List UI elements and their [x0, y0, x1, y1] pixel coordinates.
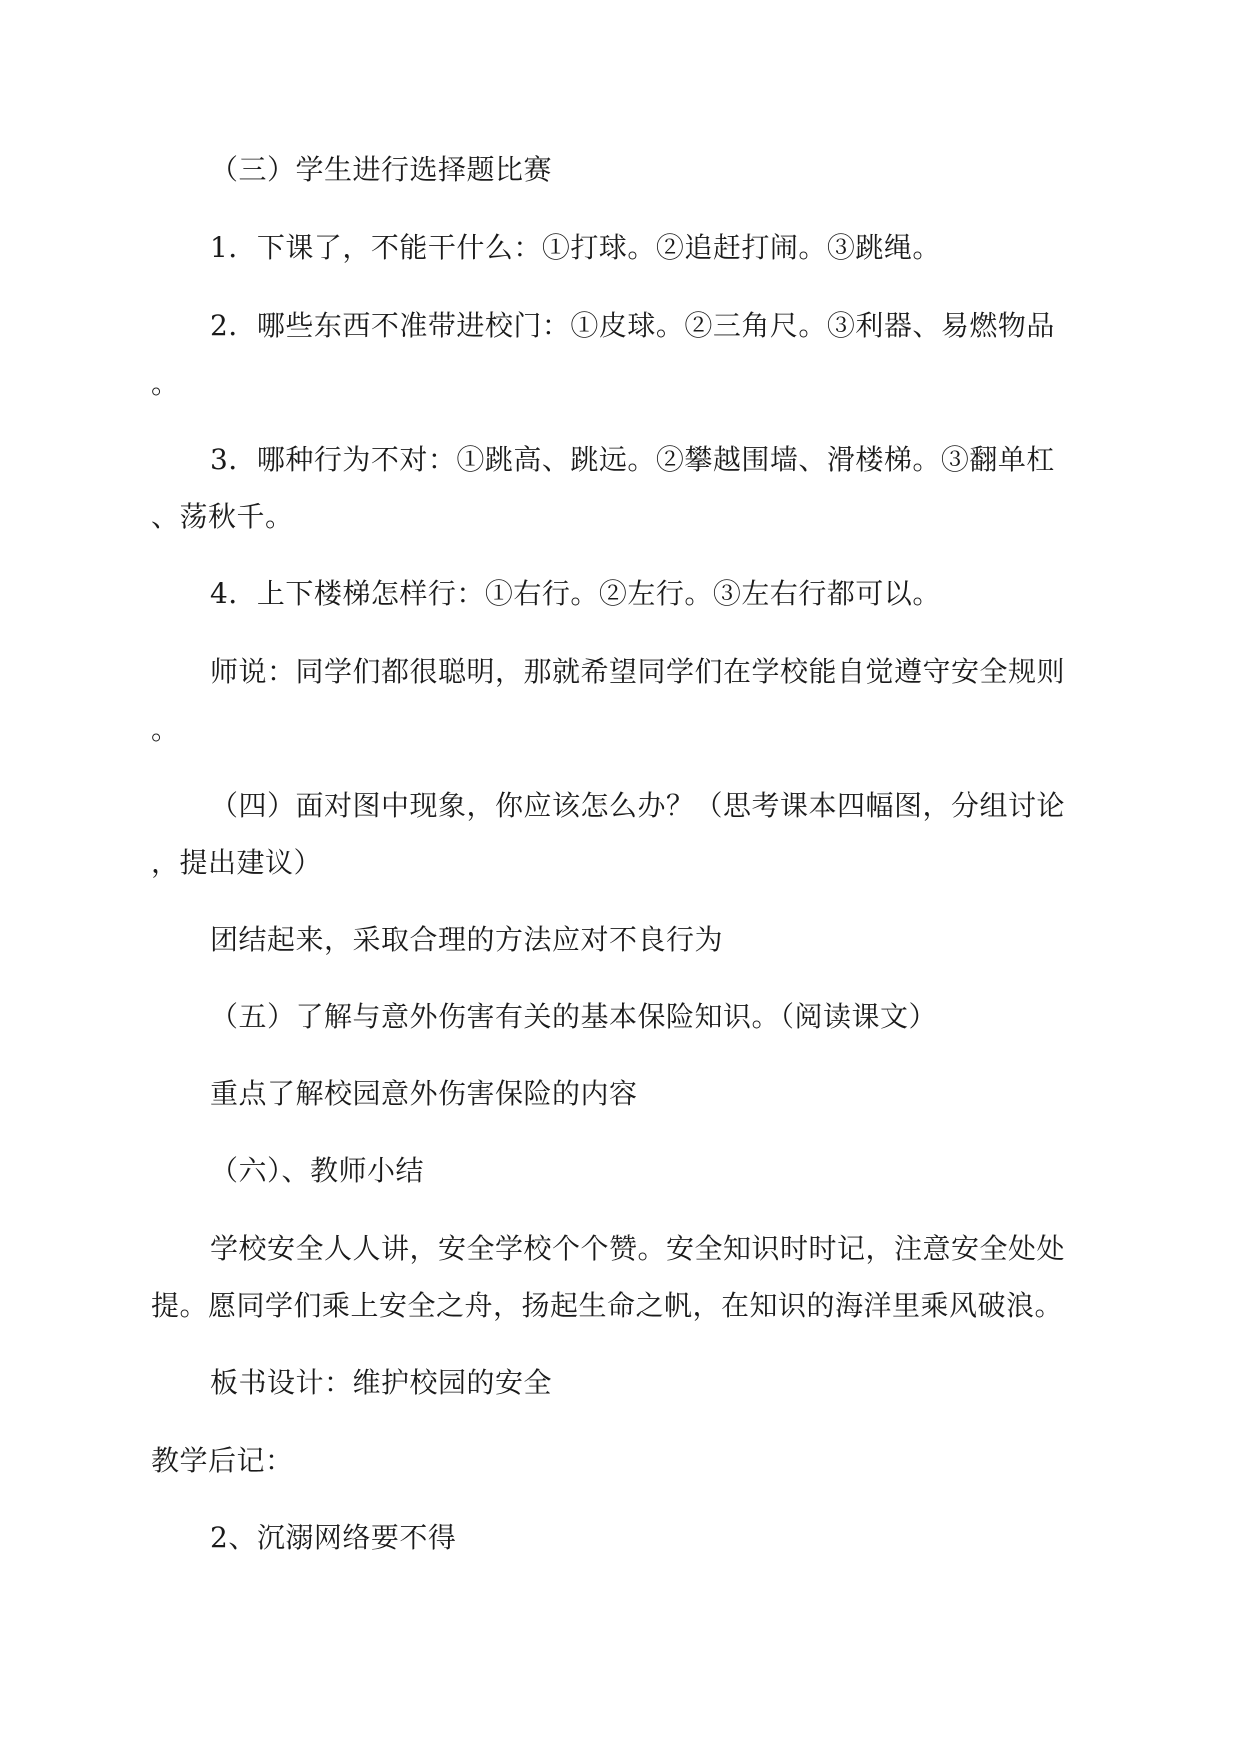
section-heading-5: （五）了解与意外伤害有关的基本保险知识。（阅读课文） [210, 1000, 938, 1033]
section-heading-4: （四）面对图中现象，你应该怎么办？（思考课本四幅图，分组讨论 [210, 789, 1066, 822]
summary-line-1: 学校安全人人讲，安全学校个个赞。安全知识时时记，注意安全处处 [210, 1232, 1066, 1265]
question-3-continuation: 、荡秋千。 [151, 500, 294, 533]
question-2: 2．哪些东西不准带进校门：①皮球。②三角尺。③利器、易燃物品 [210, 309, 1055, 342]
next-topic-heading: 2、沉溺网络要不得 [210, 1521, 457, 1554]
teacher-remark-continuation: 。 [151, 713, 180, 746]
question-2-continuation: 。 [151, 367, 180, 400]
board-design: 板书设计：维护校园的安全 [210, 1366, 553, 1399]
section-heading-6: （六）、教师小结 [210, 1154, 425, 1187]
section-heading-4-continuation: ，提出建议） [151, 846, 323, 879]
section-5-focus: 重点了解校园意外伤害保险的内容 [210, 1077, 638, 1110]
question-1: 1．下课了，不能干什么：①打球。②追赶打闹。③跳绳。 [210, 231, 941, 264]
section-heading-3: （三）学生进行选择题比赛 [210, 153, 553, 186]
teaching-postscript: 教学后记： [151, 1444, 294, 1477]
teacher-remark: 师说：同学们都很聪明，那就希望同学们在学校能自觉遵守安全规则 [210, 655, 1066, 688]
section-4-answer: 团结起来，采取合理的方法应对不良行为 [210, 923, 724, 956]
question-4: 4．上下楼梯怎样行：①右行。②左行。③左右行都可以。 [210, 577, 941, 610]
summary-line-2: 提。愿同学们乘上安全之舟，扬起生命之帆，在知识的海洋里乘风破浪。 [151, 1289, 1064, 1322]
question-3: 3．哪种行为不对：①跳高、跳远。②攀越围墙、滑楼梯。③翻单杠 [210, 443, 1055, 476]
